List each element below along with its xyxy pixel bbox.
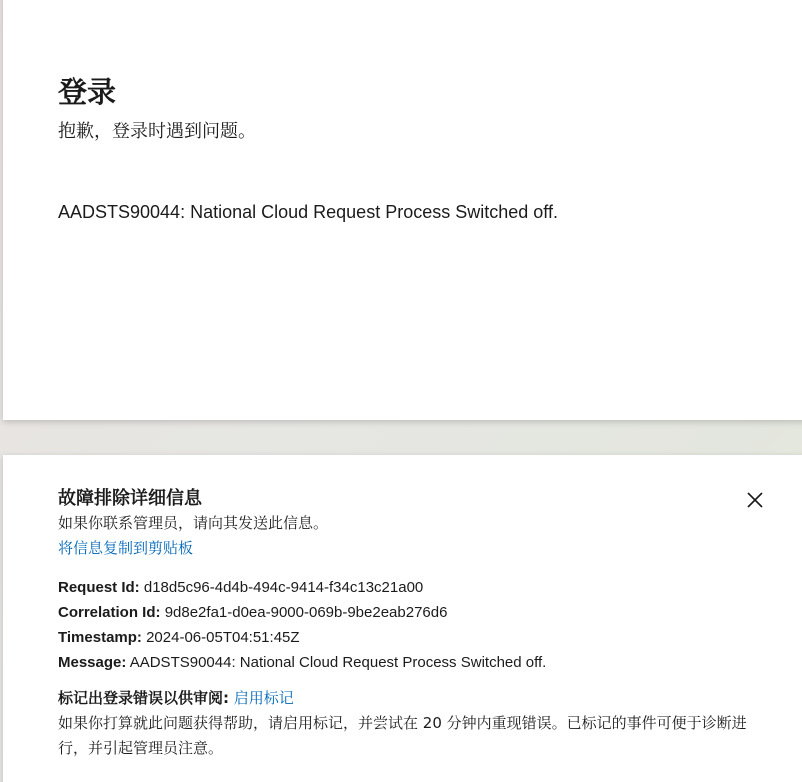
- timestamp-label: Timestamp:: [58, 629, 142, 646]
- error-subtitle: 抱歉，登录时遇到问题。: [58, 121, 256, 142]
- request-id-label: Request Id:: [58, 579, 140, 596]
- message-row: [58, 650, 546, 675]
- flag-errors-label: 标记出登录错误以供审阅:: [58, 689, 229, 707]
- copy-to-clipboard-link[interactable]: 将信息复制到剪贴板: [58, 539, 194, 557]
- close-icon: [743, 488, 767, 512]
- message-value: AADSTS90044: National Cloud Request Process Switched off.: [129, 654, 547, 671]
- request-id-value: d18d5c96-4d4b-494c-9414-f34c13c21a00: [143, 579, 424, 596]
- page-title: 登录: [58, 75, 117, 109]
- enable-flagging-link[interactable]: 启用标记: [233, 689, 294, 707]
- troubleshooting-panel: [3, 455, 802, 782]
- error-message: AADSTS90044: National Cloud Request Process Switched off.: [58, 202, 558, 222]
- timestamp-value: 2024-06-05T04:51:45Z: [146, 629, 300, 646]
- message-label: Message:: [58, 654, 127, 671]
- details-list: [58, 575, 546, 675]
- flag-errors-description: 如果你打算就此问题获得帮助，请启用标记，并尝试在 20 分钟内重现错误。已标记的事件可便于诊断进行，并引起管理员注意。: [58, 714, 747, 757]
- correlation-id-label: Correlation Id:: [58, 604, 161, 621]
- signin-card: [3, 0, 802, 420]
- troubleshooting-subtitle: 如果你联系管理员，请向其发送此信息。: [58, 514, 329, 532]
- flag-errors-line: [58, 687, 294, 709]
- close-button[interactable]: [743, 488, 767, 512]
- troubleshooting-title: 故障排除详细信息: [58, 488, 202, 509]
- request-id-row: [58, 575, 546, 600]
- correlation-id-value: 9d8e2fa1-d0ea-9000-069b-9be2eab276d6: [164, 604, 448, 621]
- correlation-id-row: [58, 600, 546, 625]
- timestamp-row: [58, 625, 546, 650]
